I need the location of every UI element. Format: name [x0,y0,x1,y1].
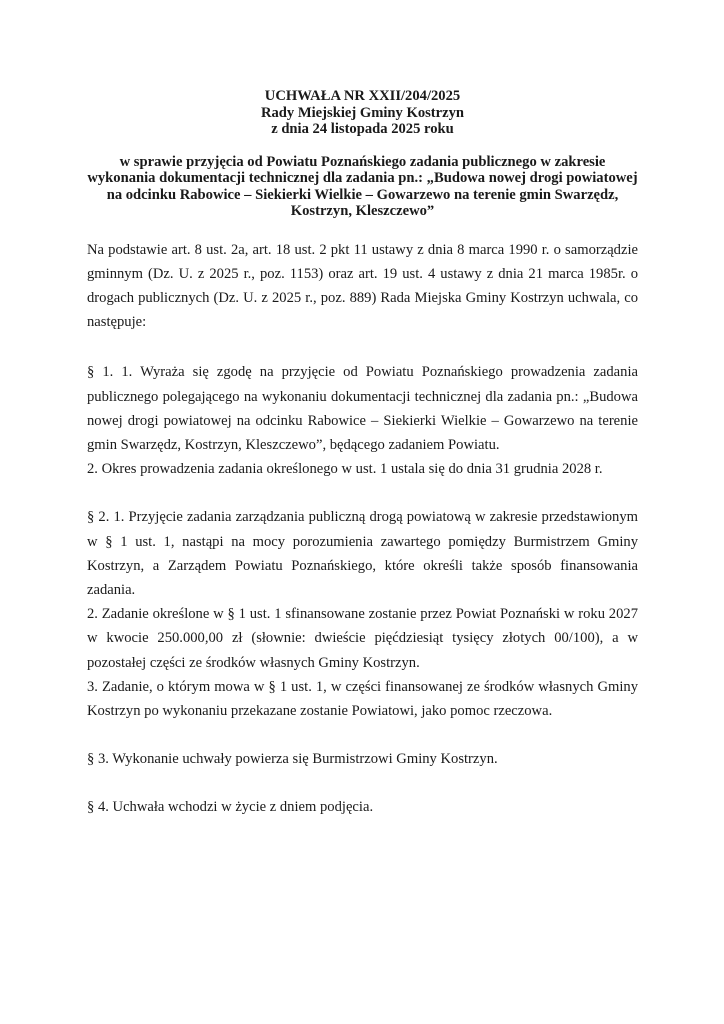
resolution-body [87,238,638,820]
subject-line: Kostrzyn, Kleszczewo” [290,203,435,219]
section-4: § 4. Uchwała wchodzi w życie z dniem podjęcia. [87,799,374,816]
section-1-paragraph-1: § 1. 1. Wyraża się zgodę na przyjęcie od Powiatu Poznańskiego prowadzenia zadania publicznego polegającego na wykonaniu dokumentacji technicznej dla zadania pn.: „Budowa nowej drogi powiatowej na odcinku Rabowice – Siekierki Wielkie – Gowarzewo na terenie gmin Swarzędz, Kostrzyn, Kleszczewo”, będącego zadaniem Powiatu. [87,364,638,453]
resolution-heading [87,88,638,220]
subject-line: na odcinku Rabowice – Siekierki Wielkie – Gowarzewo na terenie gmin Swarzędz, [106,186,619,203]
section-2-paragraph-2: 2. Zadanie określone w § 1 ust. 1 sfinansowane zostanie przez Powiat Poznański w roku 2027 w kwocie 250.000,00 zł (słownie: dwieście pięćdziesiąt tysięcy złotych 00/100), a w pozostałej części ze środków własnych Gminy Kostrzyn. [87,606,638,671]
section-1-paragraph-2: 2. Okres prowadzenia zadania określonego w ust. 1 ustala się do dnia 31 grudnia 2028 r. [87,461,603,478]
section-3: § 3. Wykonanie uchwały powierza się Burmistrzowi Gminy Kostrzyn. [87,751,498,768]
section-2-paragraph-1: § 2. 1. Przyjęcie zadania zarządzania publiczną drogą powiatową w zakresie przedstawionym w § 1 ust. 1, nastąpi na mocy porozumienia zawartego pomiędzy Burmistrzem Gminy Kostrzyn, a Zarządem Powiatu Poznańskiego, które określi także sposób finansowania zadania. [87,509,638,598]
resolution-title: UCHWAŁA NR XXII/204/2025 [264,88,461,104]
document-page [87,88,638,820]
section-2-paragraph-3: 3. Zadanie, o którym mowa w § 1 ust. 1, w części finansowanej ze środków własnych Gminy Kostrzyn po wykonaniu przekazane zostanie Powiatowi, jako pomoc rzeczowa. [87,678,638,719]
resolution-issuer: Rady Miejskiej Gminy Kostrzyn [260,104,465,121]
resolution-subject [87,154,638,220]
resolution-date: z dnia 24 listopada 2025 roku [271,121,454,137]
subject-line: w sprawie przyjęcia od Powiatu Poznańskiego zadania publicznego w zakresie [119,153,606,170]
preamble: Na podstawie art. 8 ust. 2a, art. 18 ust. 2 pkt 11 ustawy z dnia 8 marca 1990 r. o samorządzie gminnym (Dz. U. z 2025 r., poz. 1153) oraz art. 19 ust. 4 ustawy z dnia 21 marca 1985r. o drogach publicznych (Dz. U. z 2025 r., poz. 889) Rada Miejska Gminy Kostrzyn uchwala, co następuje: [87,241,638,331]
subject-line: wykonania dokumentacji technicznej dla zadania pn.: „Budowa nowej drogi powiatowej [87,170,638,186]
